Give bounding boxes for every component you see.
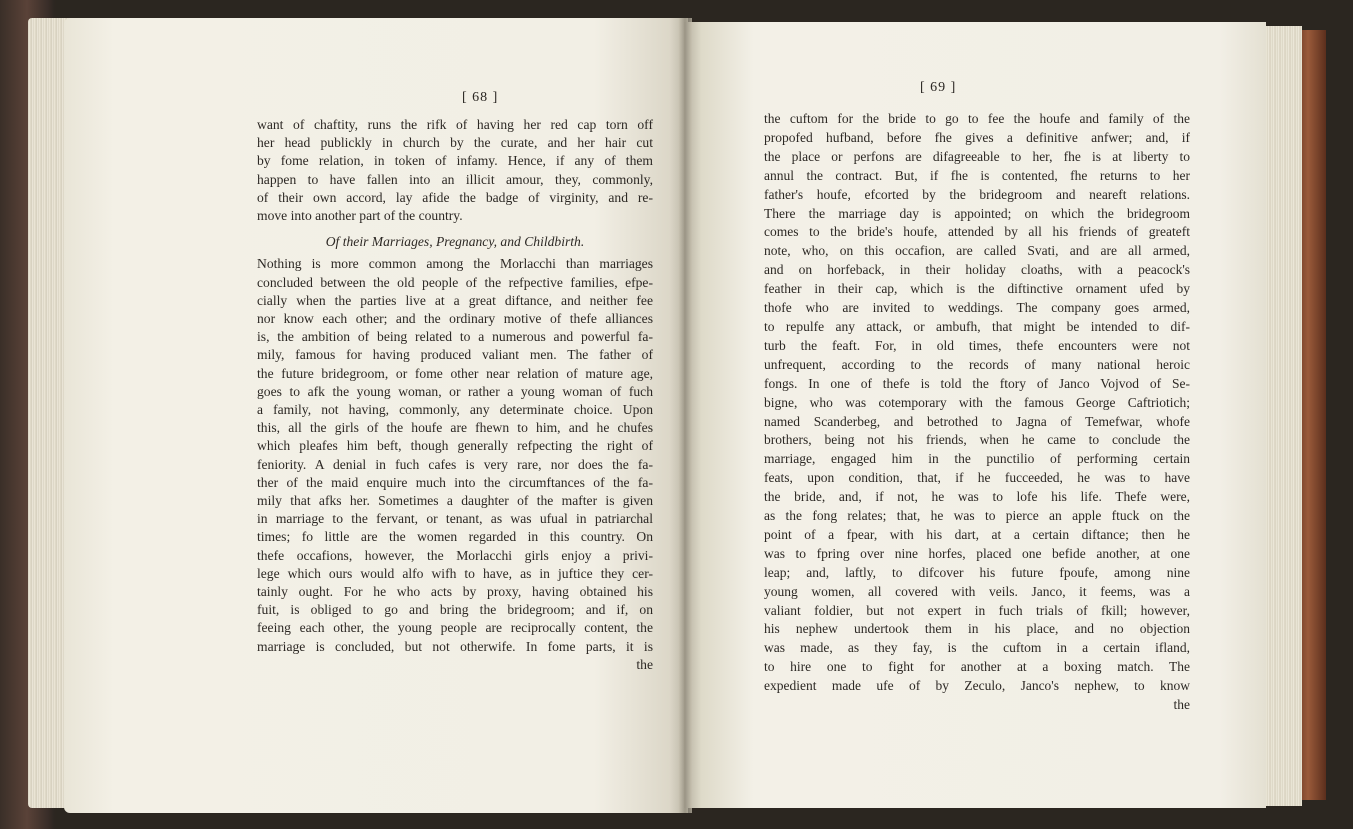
text-line: which pleafes him beft, though generally refpecting the right of bbox=[257, 438, 653, 454]
right-page-number: [ 69 ] bbox=[920, 80, 957, 95]
text-line: turb the feaft. For, in old times, thefe encounters were not bbox=[764, 337, 1190, 353]
text-line: expedient made ufe of by Zeculo, Janco's nephew, to know bbox=[764, 678, 1190, 694]
text-line: goes to afk the young woman, or rather a young woman of fuch bbox=[257, 383, 653, 399]
catchword: the bbox=[636, 656, 653, 672]
text-line: cially when the parties live at a great diftance, and neither fee bbox=[257, 292, 653, 308]
text-line: comes to the bride's houfe, attended by all his friends of greateft bbox=[764, 224, 1190, 240]
text-line: marriage is concluded, but not otherwife. In fome parts, it is bbox=[257, 638, 653, 654]
text-line: nor know each other; and the ordinary motive of thefe alliances bbox=[257, 311, 653, 327]
book-gutter bbox=[678, 18, 692, 813]
text-line: as the fong relates; that, he was to pierce an apple ftuck on the bbox=[764, 508, 1190, 524]
text-line: feather in their cap, which is the diftinctive ornament ufed by bbox=[764, 281, 1190, 297]
text-line: leap; and, laftly, to difcover his future fpoufe, among nine bbox=[764, 564, 1190, 580]
text-line: feats, upon condition, that, if he fucceeded, he was to have bbox=[764, 470, 1190, 486]
text-line: is, the ambition of being related to a numerous and powerful fa- bbox=[257, 329, 653, 345]
text-line: the place or perfons are difagreeable to her, fhe is at liberty to bbox=[764, 148, 1190, 164]
text-line: his nephew undertook them in his place, and no objection bbox=[764, 621, 1190, 637]
text-line: the bride, and, if not, he was to lofe his life. Thefe were, bbox=[764, 489, 1190, 505]
right-page-body bbox=[764, 110, 1190, 715]
text-line: the future bridegroom, or fome other near relation of mature age, bbox=[257, 365, 653, 381]
text-line: want of chaftity, runs the rifk of having her red cap torn off bbox=[257, 117, 653, 132]
text-line: feniority. A denial in fuch cafes is very rare, nor does the fa- bbox=[257, 456, 653, 472]
text-line: and on horfeback, in their holiday cloaths, with a peacock's bbox=[764, 262, 1190, 278]
text-line: in marriage to the fervant, or tenant, as was ufual in patriarchal bbox=[257, 511, 653, 527]
text-line: bigne, who was cotemporary with the famous George Caftriotich; bbox=[764, 394, 1190, 410]
text-line: annul the contract. But, if fhe is contented, fhe returns to her bbox=[764, 167, 1190, 183]
text-line: fongs. In one of thefe is told the ftory of Janco Vojvod of Se- bbox=[764, 375, 1190, 391]
text-line: propofed hufband, before fhe gives a definitive anfwer; and, if bbox=[764, 129, 1190, 145]
text-line: was made, as they fay, is the cuftom in a certain ifland, bbox=[764, 640, 1190, 656]
catchword: the bbox=[1173, 697, 1190, 713]
text-line: to repulfe any attack, or ambufh, that might be intended to dif- bbox=[764, 318, 1190, 334]
text-line: note, who, on this occafion, are called Svati, and are all armed, bbox=[764, 243, 1190, 259]
text-line: Nothing is more common among the Morlacchi than marriages bbox=[257, 256, 653, 272]
left-page-body bbox=[257, 116, 653, 674]
text-line: to hire one to fight for another at a boxing match. The bbox=[764, 659, 1190, 675]
text-line: by fome relation, in token of infamy. Hence, if any of them bbox=[257, 153, 653, 169]
text-line: There the marriage day is appointed; on which the bridegroom bbox=[764, 205, 1190, 221]
text-line: happen to have fallen into an illicit amour, they, commonly, bbox=[257, 171, 653, 187]
left-page-number: [ 68 ] bbox=[462, 90, 499, 105]
text-line: her head publickly in church by the curate, and her hair cut bbox=[257, 135, 653, 151]
text-line: the cuftom for the bride to go to fee the houfe and family of the bbox=[764, 111, 1190, 126]
text-line: mily that afks her. Sometimes a daughter of the mafter is given bbox=[257, 493, 653, 509]
text-line: unfrequent, according to the records of many national heroic bbox=[764, 356, 1190, 372]
text-line: mily, famous for having produced valiant men. The father of bbox=[257, 347, 653, 363]
text-line: tainly ought. For he who acts by proxy, having obtained his bbox=[257, 584, 653, 600]
text-line: feeing each other, the young people are reciprocally content, the bbox=[257, 620, 653, 636]
text-line: ther of the maid enquire much into the circumftances of the fa- bbox=[257, 474, 653, 490]
text-line: named Scanderbeg, and betrothed to Jagna of Temefwar, whofe bbox=[764, 413, 1190, 429]
text-line: this, all the girls of the houfe are fhewn to him, and he chufes bbox=[257, 420, 653, 436]
text-line: of their own accord, lay afide the badge of virginity, and re- bbox=[257, 189, 653, 205]
text-line: times; fo little are the women regarded in this country. On bbox=[257, 529, 653, 545]
text-line: thofe who are invited to weddings. The company goes armed, bbox=[764, 300, 1190, 316]
text-line: a family, not having, commonly, any determinate choice. Upon bbox=[257, 402, 653, 418]
text-line: valiant foldier, but not expert in fuch trials of fkill; however, bbox=[764, 602, 1190, 618]
text-line: concluded between the old people of the refpective families, efpe- bbox=[257, 274, 653, 290]
text-line: young women, all covered with veils. Janco, it feems, was a bbox=[764, 583, 1190, 599]
text-line: fuit, is obliged to go and bring the bridegroom; and if, on bbox=[257, 602, 653, 618]
right-page bbox=[684, 22, 1266, 808]
text-line: lege which ours would alfo wifh to have, as in juftice they cer- bbox=[257, 565, 653, 581]
text-line: father's houfe, efcorted by the bridegroom and neareft relations. bbox=[764, 186, 1190, 202]
text-line: point of a fpear, with his dart, at a certain diftance; then he bbox=[764, 526, 1190, 542]
text-line: was to fpring over nine horfes, placed one befide another, at one bbox=[764, 545, 1190, 561]
section-subheading: Of their Marriages, Pregnancy, and Childbirth. bbox=[325, 234, 585, 250]
text-line: brothers, being not his friends, when he came to conclude the bbox=[764, 432, 1190, 448]
text-line: thefe occafions, however, the Morlacchi girls enjoy a privi- bbox=[257, 547, 653, 563]
left-page bbox=[64, 18, 688, 813]
text-line: marriage, engaged him in the punctilio of performing certain bbox=[764, 451, 1190, 467]
text-line: move into another part of the country. bbox=[257, 208, 463, 224]
